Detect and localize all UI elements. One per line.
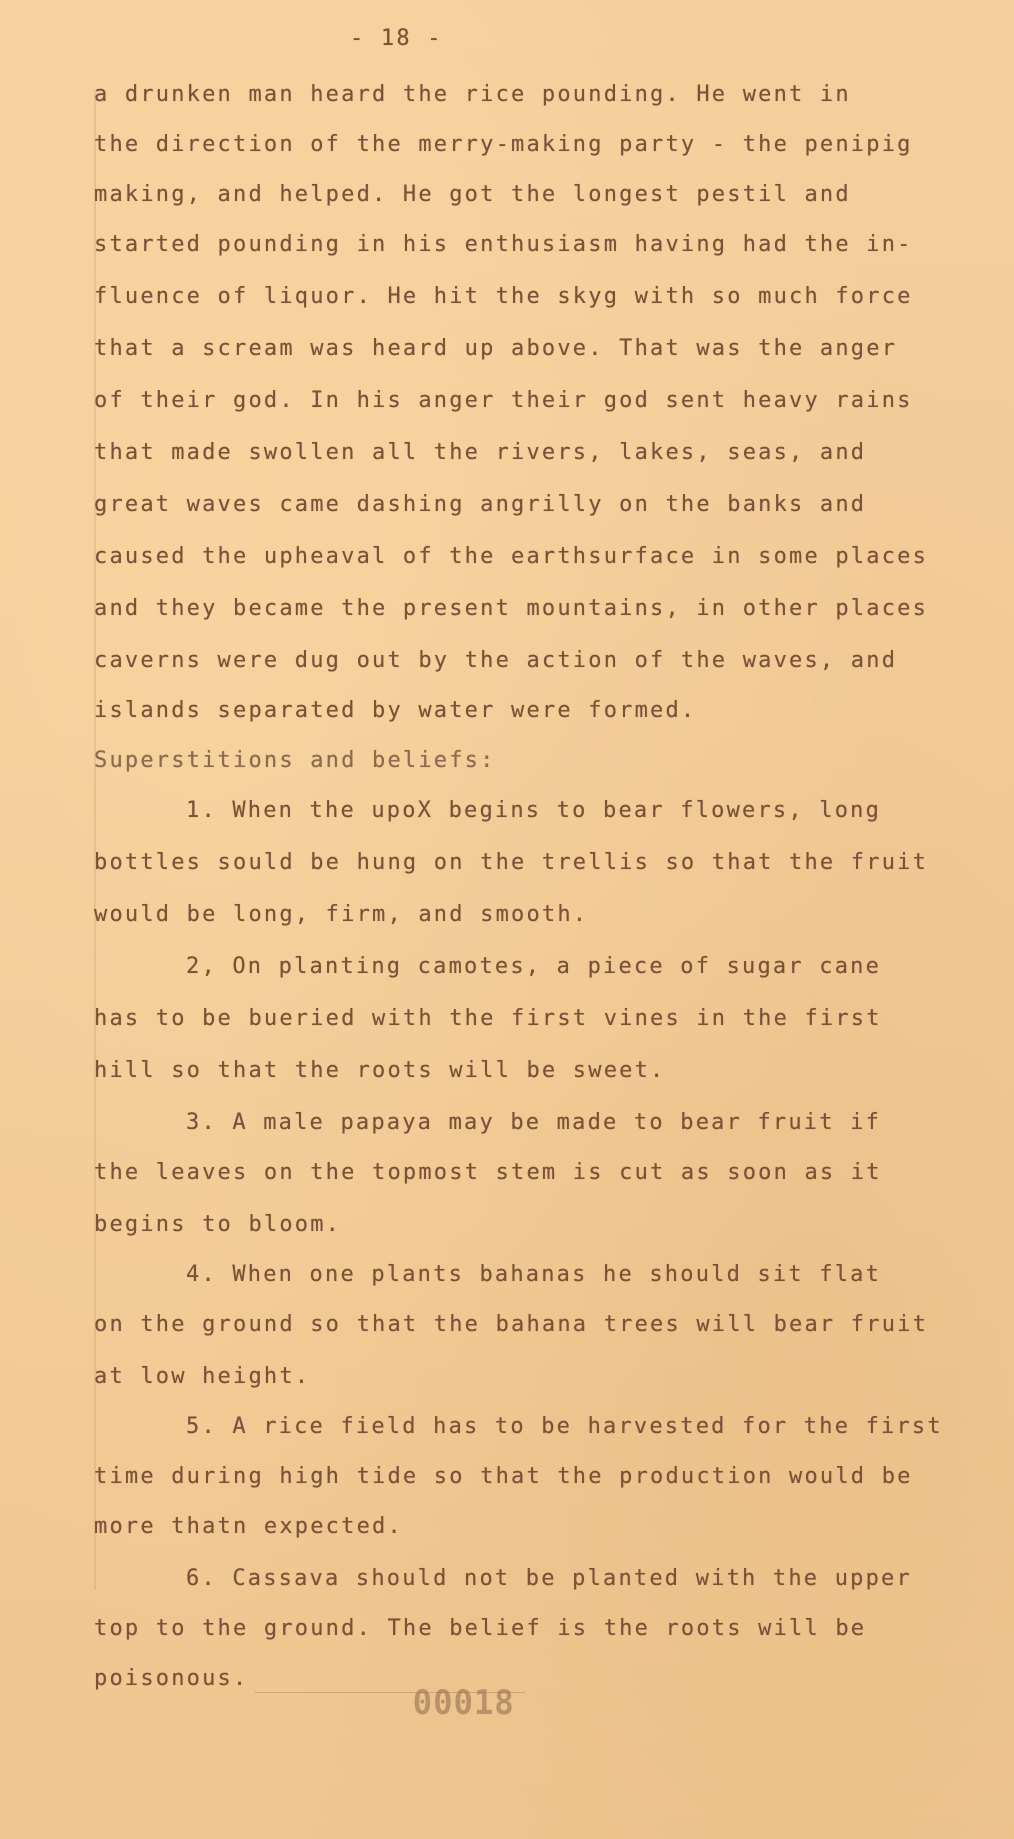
text-line: caused the upheaval of the earthsurface in some places [94,544,929,569]
text-line: that made swollen all the rivers, lakes, seas, and [94,440,867,465]
text-line: fluence of liquor. He hit the skyg with so much force [94,284,913,309]
text-line: started pounding in his enthusiasm having had the in- [94,232,913,257]
text-line: hill so that the roots will be sweet. [94,1058,666,1083]
text-line: on the ground so that the bahana trees will bear fruit [94,1312,929,1337]
list-item: 5. A rice field has to be harvested for the first [186,1414,943,1439]
text-line: great waves came dashing angrilly on the banks and [94,492,867,517]
page-number: - 18 - [350,26,443,51]
text-line: more thatn expected. [94,1514,403,1539]
text-line: the leaves on the topmost stem is cut as soon as it [94,1160,882,1185]
text-line: would be long, firm, and smooth. [94,902,589,927]
text-line: islands separated by water were formed. [94,698,697,723]
section-heading: Superstitions and beliefs: [94,748,496,773]
text-line: of their god. In his anger their god sent heavy rains [94,388,913,413]
text-line: bottles sould be hung on the trellis so that the fruit [94,850,929,875]
text-line: poisonous. [94,1666,249,1691]
text-line: that a scream was heard up above. That was the anger [94,336,898,361]
text-line: begins to bloom. [94,1212,342,1237]
list-item: 1. When the upoX begins to bear flowers, long [186,798,882,823]
text-line: caverns were dug out by the action of the waves, and [94,648,898,673]
list-item: 6. Cassava should not be planted with the upper [186,1566,912,1591]
text-line: a drunken man heard the rice pounding. He went in [94,82,851,107]
text-line: the direction of the merry-making party - the penipig [94,132,913,157]
text-line: making, and helped. He got the longest pestil and [94,182,851,207]
text-line: and they became the present mountains, in other places [94,596,929,621]
text-line: top to the ground. The belief is the roots will be [94,1616,867,1641]
archive-stamp: 00018 [412,1683,515,1723]
list-item: 4. When one plants bahanas he should sit flat [186,1262,882,1287]
text-line: has to be bueried with the first vines in the first [94,1006,882,1031]
list-item: 2, On planting camotes, a piece of sugar cane [186,954,882,979]
list-item: 3. A male papaya may be made to bear fruit if [186,1110,882,1135]
text-line: time during high tide so that the production would be [94,1464,913,1489]
text-line: at low height. [94,1364,311,1389]
